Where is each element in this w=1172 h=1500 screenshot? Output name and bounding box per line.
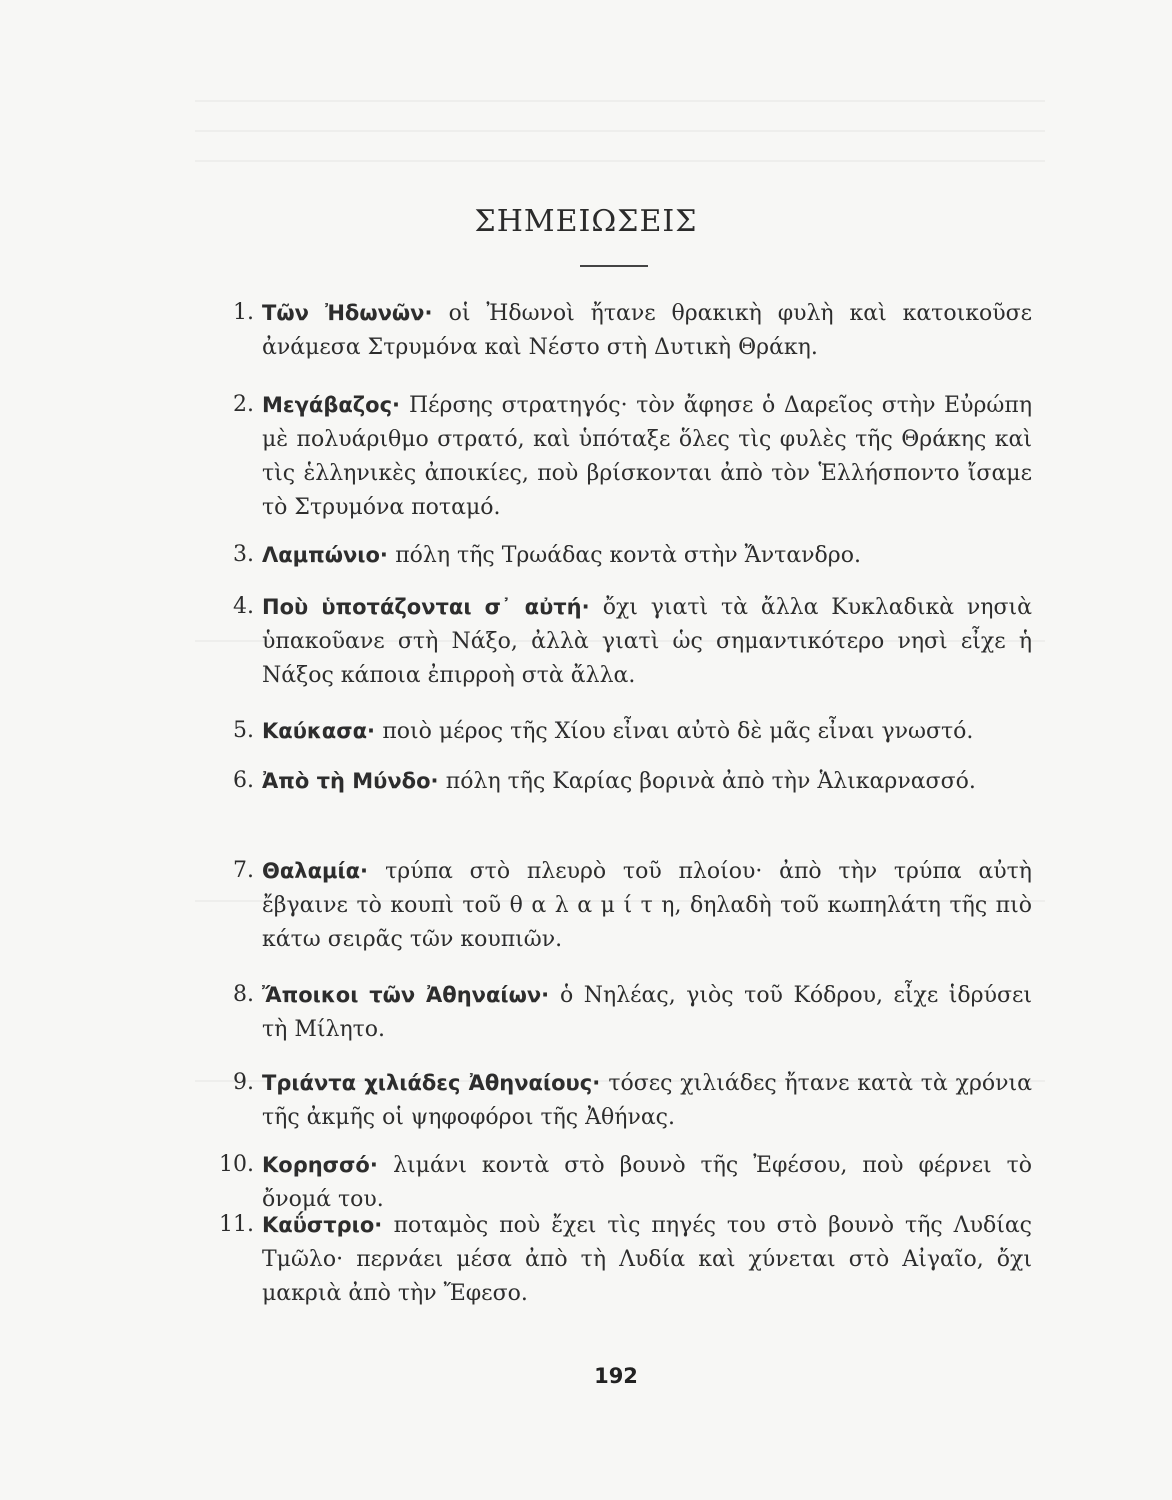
note-number: 10. xyxy=(219,1152,254,1177)
show-through-line xyxy=(195,160,1045,162)
note-term: Καΰστριο· xyxy=(262,1213,394,1237)
note-term: Κορησσό· xyxy=(262,1153,394,1177)
note-item xyxy=(219,1148,1032,1217)
note-text: πόλη τῆς Καρίας βορινὰ ἀπὸ τὴν Ἁλικαρνασσό. xyxy=(445,769,976,794)
note-term: Ἀπὸ τὴ Μύνδο· xyxy=(262,769,446,793)
note-number: 7. xyxy=(233,858,254,883)
note-item xyxy=(233,978,1032,1047)
note-item xyxy=(233,296,1033,365)
note-item xyxy=(233,538,1032,573)
note-number: 9. xyxy=(233,1070,254,1095)
note-item xyxy=(233,854,1032,957)
page-number: 192 xyxy=(594,1364,638,1388)
note-item xyxy=(233,388,1032,525)
note-term: Τριάντα χιλιάδες Ἀθηναίους· xyxy=(262,1071,609,1095)
note-text: τόσες χιλιάδες ἤτανε κατὰ τὰ χρόνια τῆς ἀκμῆς οἱ ψηφοφόροι τῆς Ἀθήνας. xyxy=(262,1071,1032,1130)
note-text: ποιὸ μέρος τῆς Χίου εἶναι αὐτὸ δὲ μᾶς εἶναι γνωστό. xyxy=(382,719,974,744)
note-text: ὁ Νηλέας, γιὸς τοῦ Κόδρου, εἶχε ἱδρύσει τὴ Μίλητο. xyxy=(262,983,1032,1042)
note-item xyxy=(233,764,1032,799)
note-item xyxy=(233,714,1032,749)
note-item xyxy=(219,1208,1032,1311)
note-number: 8. xyxy=(233,982,254,1007)
note-term: Ἄποικοι τῶν Ἀθηναίων· xyxy=(262,983,560,1007)
note-term: Λαμπώνιο· xyxy=(262,543,396,567)
note-text: τρύπα στὸ πλευρὸ τοῦ πλοίου· ἀπὸ τὴν τρύπα αὐτὴ ἔβγαινε τὸ κουπὶ τοῦ θ α λ α μ ί τ η, δηλαδὴ τοῦ κωπηλάτη τῆς πιὸ κάτω σειρᾶς τῶν κουπιῶν. xyxy=(262,859,1032,952)
note-term: Θαλαμία· xyxy=(262,859,386,883)
note-text: ποταμὸς ποὺ ἔχει τὶς πηγές του στὸ βουνὸ τῆς Λυδίας Τμῶλο· περνάει μέσα ἀπὸ τὴ Λυδία καὶ χύνεται στὸ Αἰγαῖο, ὄχι μακριὰ ἀπὸ τὴν Ἔφεσο. xyxy=(262,1213,1032,1306)
note-text: ὄχι γιατὶ τὰ ἄλλα Κυκλαδικὰ νησιὰ ὑπακοῦανε στὴ Νάξο, ἀλλὰ γιατὶ ὡς σημαντικότερο νησὶ εἶχε ἡ Νάξος κάποια ἐπιρροὴ στὰ ἄλλα. xyxy=(262,595,1032,688)
page-title: ΣΗΜΕΙΩΣΕΙΣ xyxy=(474,204,698,239)
title-divider xyxy=(580,265,648,267)
note-item xyxy=(233,590,1032,693)
note-number: 4. xyxy=(233,594,254,619)
show-through-line xyxy=(195,100,1045,102)
note-number: 2. xyxy=(233,392,254,417)
note-number: 5. xyxy=(233,718,254,743)
note-number: 3. xyxy=(233,542,254,567)
show-through-line xyxy=(195,130,1045,132)
note-item xyxy=(233,1066,1032,1135)
note-term: Τῶν Ἠδωνῶν· xyxy=(262,301,449,325)
note-term: Μεγάβαζος· xyxy=(262,393,409,417)
note-number: 6. xyxy=(233,768,254,793)
note-text: πόλη τῆς Τρωάδας κοντὰ στὴν Ἄντανδρο. xyxy=(395,543,861,568)
note-text: λιμάνι κοντὰ στὸ βουνὸ τῆς Ἐφέσου, ποὺ φέρνει τὸ ὄνομά του. xyxy=(262,1153,1032,1212)
note-number: 11. xyxy=(219,1212,254,1237)
note-term: Καύκασα· xyxy=(262,719,383,743)
note-text: Πέρσης στρατηγός· τὸν ἄφησε ὁ Δαρεῖος στὴν Εὐρώπη μὲ πολυάριθμο στρατό, καὶ ὑπόταξε ὅλες τὶς φυλὲς τῆς Θράκης καὶ τὶς ἑλληνικὲς ἀποικίες, ποὺ βρίσκονται ἀπὸ τὸν Ἑλλήσποντο ἴσαμε τὸ Στρυμόνα ποταμό. xyxy=(262,393,1032,520)
note-term: Ποὺ ὑποτάζονται σ᾿ αὐτή· xyxy=(262,595,603,619)
note-number: 1. xyxy=(233,300,254,325)
note-text: οἱ Ἠδωνοὶ ἤτανε θρακικὴ φυλὴ καὶ κατοικοῦσε ἀνάμεσα Στρυμόνα καὶ Νέστο στὴ Δυτικὴ Θράκη. xyxy=(262,301,1033,360)
